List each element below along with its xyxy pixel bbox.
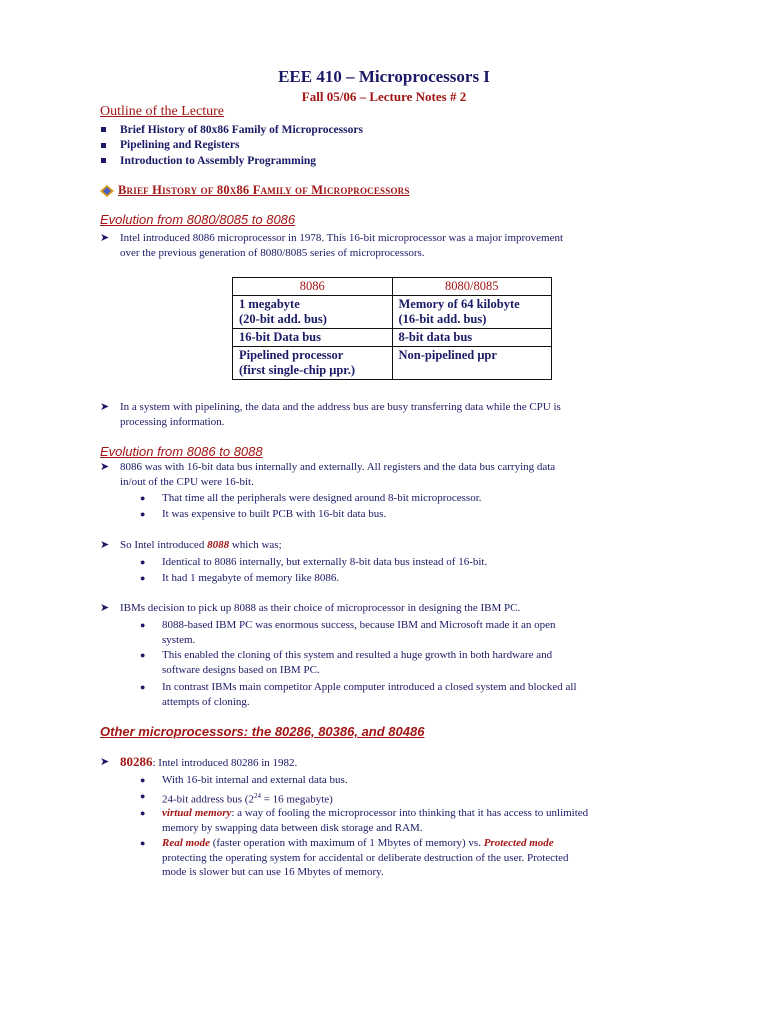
arrow-bullet-icon: ➤ [100,232,110,244]
paragraph-8086-intro: ➤ Intel introduced 8086 microprocessor in 1978. This 16-bit microprocessor was a major improvement over the previous generation of 8080/8085 series of microprocessors. [100,232,564,259]
table-cell: Non-pipelined μpr [392,347,552,380]
table-header-row [233,278,552,296]
arrow-bullet-icon: ➤ [100,401,110,413]
subheading-8086-to-8088: Evolution from 8086 to 8088 [100,444,263,459]
outline-item: Introduction to Assembly Programming [100,153,363,169]
bullet-item: ● Identical to 8086 internally, but externally 8-bit data bus instead of 16-bit. [140,556,488,568]
arrow-bullet-icon: ➤ [100,539,110,551]
outline-heading: Outline of the Lecture [100,104,225,119]
outline-list [100,122,363,169]
dot-bullet-icon: ● [140,557,146,567]
section-heading-history: Brief History of 80x86 Family of Microprocessors [100,183,410,198]
paragraph-ibm-decision: ➤ IBMs decision to pick up 8088 as their choice of microprocessor in designing the IBM PC. [100,602,521,614]
paragraph-pipelining: ➤ In a system with pipelining, the data and the address bus are busy transferring data while the CPU is processing information. [100,401,561,428]
table-row [233,329,552,347]
bullet-item: ● It was expensive to built PCB with 16-bit data bus. [140,508,387,520]
bullet-item: ● This enabled the cloning of this system and resulted a huge growth in both hardware and software designs based on IBM PC. [140,649,553,676]
bullet-item: ● With 16-bit internal and external data bus. [140,774,348,786]
table-cell: 1 megabyte (20-bit add. bus) [233,296,393,329]
comparison-table [232,277,552,380]
dot-bullet-icon: ● [140,791,146,801]
page-title: EEE 410 – Microprocessors I [278,67,490,86]
bullet-item: ● virtual memory: a way of fooling the microprocessor into thinking that it has access to unlimited memory by swapping data between disk storage and RAM. [140,807,589,834]
dot-bullet-icon: ● [140,509,146,519]
dot-bullet-icon: ● [140,775,146,785]
square-bullet-icon [101,127,106,132]
dot-bullet-icon: ● [140,573,146,583]
table-cell: 16-bit Data bus [233,329,393,347]
paragraph-8088-intro: ➤ So Intel introduced 8088 which was; [100,539,282,551]
bullet-item: ● 24-bit address bus ($2^{24} = 16$ megabyte) [140,791,333,806]
outline-item: Pipelining and Registers [100,138,363,154]
table-cell: Memory of 64 kilobyte (16-bit add. bus) [392,296,552,329]
arrow-bullet-icon: ➤ [100,756,110,768]
bullet-item: ● Real mode (faster operation with maximum of 1 Mbytes of memory) vs. Protected mode protecting the operating system for accidental or deliberate destruction of the user. Protected mode is slower but can use 16 Mbytes of memory. [140,837,569,878]
table-row [233,347,552,380]
bullet-item: ● It had 1 megabyte of memory like 8086. [140,572,340,584]
square-bullet-icon [101,158,106,163]
dot-bullet-icon: ● [140,650,146,660]
square-bullet-icon [101,143,106,148]
dot-bullet-icon: ● [140,682,146,692]
dot-bullet-icon: ● [140,808,146,818]
dot-bullet-icon: ● [140,493,146,503]
table-cell: 8-bit data bus [392,329,552,347]
subheading-8080-to-8086: Evolution from 8080/8085 to 8086 [100,212,296,227]
bullet-item: ● 8088-based IBM PC was enormous success, because IBM and Microsoft made it an open system. [140,619,556,646]
paragraph-80286: ➤ 80286: Intel introduced 80286 in 1982. [100,754,298,769]
table-cell: Pipelined processor (first single-chip μpr.) [233,347,393,380]
arrow-bullet-icon: ➤ [100,602,110,614]
dot-bullet-icon: ● [140,620,146,630]
subheading-other-microprocessors: Other microprocessors: the 80286, 80386, and 80486 [100,724,425,739]
paragraph-8086-bus: ➤ 8086 was with 16-bit data bus internally and externally. All registers and the data bus carrying data in/out of the CPU were 16-bit. [100,461,556,488]
page-subtitle: Fall 05/06 – Lecture Notes # 2 [301,89,467,104]
table-header-8080: 8080/8085 [392,278,552,296]
arrow-bullet-icon: ➤ [100,461,110,473]
bullet-item: ● In contrast IBMs main competitor Apple computer introduced a closed system and blocked all attempts of cloning. [140,681,577,708]
table-row [233,296,552,329]
table-header-8086: 8086 [233,278,393,296]
diamond-bullet-icon [100,185,114,197]
dot-bullet-icon: ● [140,838,146,848]
bullet-item: ● That time all the peripherals were designed around 8-bit microprocessor. [140,492,482,504]
outline-item: Brief History of 80x86 Family of Microprocessors [100,122,363,138]
